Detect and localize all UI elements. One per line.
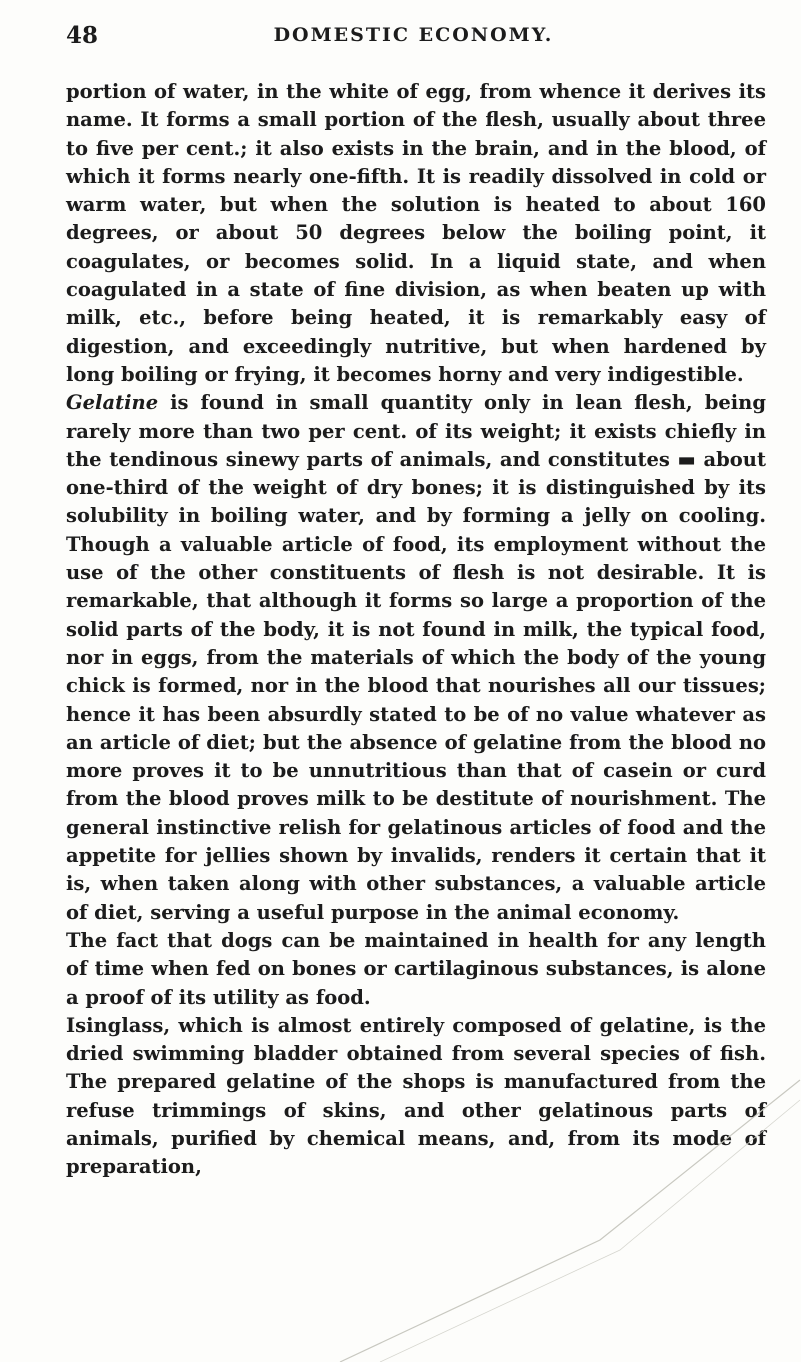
paragraph-isinglass	[66, 1012, 766, 1182]
paragraph-dogs	[66, 927, 766, 1012]
paragraph-text: portion of water, in the white of egg, from whence it derives its name. It forms a small portion of the flesh, usually about three to five per cent.; it also exists in the brain, and in the blood, of which it forms nearly one-fifth. It is readily dissolved in cold or warm water, but when the solution is heated to about 160 degrees, or about 50 degrees below the boiling point, it coagulates, or becomes solid. In a liquid state, and when coagulated in a state of fine division, as when beaten up with milk, etc., before being heated, it is remarkably easy of digestion, and exceedingly nutritive, but when hardened by long boiling or frying, it becomes horny and very indigestible.	[66, 80, 766, 386]
paragraph-albumen	[66, 78, 766, 389]
paragraph-text: Isinglass, which is almost entirely composed of gelatine, is the dried swimming bladder obtained from several species of fish. The prepared gelatine of the shops is manufactured from the refuse trimmings of skins, and other gelatinous parts of animals, purified by chemical means, and, from its mode of preparation,	[66, 1013, 766, 1179]
running-title: DOMESTIC ECONOMY.	[273, 24, 554, 46]
paragraph-text: The fact that dogs can be maintained in health for any length of time when fed on bones or cartilaginous substances, is alone a proof of its utility as food.	[66, 928, 766, 1009]
term-gelatine: Gelatine	[66, 391, 159, 415]
page-number: 48	[66, 22, 99, 49]
page-header	[66, 22, 761, 52]
paragraph-text: is found in small quantity only in lean flesh, being rarely more than two per cent. of its weight; it exists chiefly in the tendinous sinewy parts of animals, and constitutes ▬ about one-third of the weight of dry bones; it is distinguished by its solubility in boiling water, and by forming a jelly on cooling. Though a valuable article of food, its employment without the use of the other constituents of flesh is not desirable. It is remarkable, that although it forms so large a proportion of the solid parts of the body, it is not found in milk, the typical food, nor in eggs, from the materials of which the body of the young chick is formed, nor in the blood that nourishes all our tissues; hence it has been absurdly stated to be of no value whatever as an article of diet; but the absence of gelatine from the blood no more proves it to be unnutritious than that of casein or curd from the blood proves milk to be destitute of nourishment. The general instinctive relish for gelatinous articles of food and the appetite for jellies shown by invalids, renders it certain that it is, when taken along with other substances, a valuable article of diet, serving a useful purpose in the animal economy.	[66, 391, 766, 924]
paragraph-gelatine	[66, 389, 766, 927]
body-text	[66, 78, 766, 1182]
